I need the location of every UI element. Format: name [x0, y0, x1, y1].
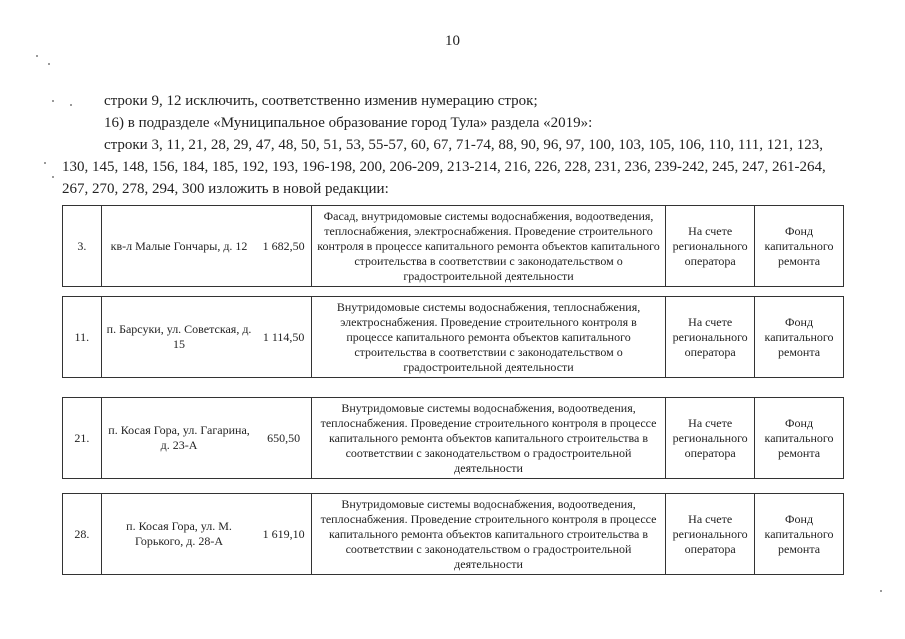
row-works: Внутридомовые системы водоснабжения, водоотведения, теплоснабжения. Проведение строительного контроля в процессе капитального ремонта объектов капитального строительства в соответствии с законодательством о градостроительной деятельности: [312, 494, 666, 574]
row-works: Фасад, внутридомовые системы водоснабжения, водоотведения, теплоснабжения, электроснабжения. Проведение строительного контроля в процессе капитального ремонта объектов капитального строительства в соответствии с законодательством о градостроительной деятельности: [312, 206, 666, 286]
row-fund: Фонд капитального ремонта: [764, 511, 834, 556]
scan-speck: [48, 63, 50, 65]
row-fund: Фонд капитального ремонта: [764, 314, 834, 359]
table-row: [62, 296, 844, 378]
table-row: [62, 205, 844, 287]
row-cost: 1 682,50: [256, 206, 311, 286]
row-works: Внутридомовые системы водоснабжения, теплоснабжения, электроснабжения. Проведение строительного контроля в процессе капитального ремонта объектов капитального строительства в соответствии с законодательством о градостроительной деятельности: [312, 297, 666, 377]
page-number: 10: [445, 33, 460, 49]
paragraph-rows-line-3: 267, 270, 278, 294, 300 изложить в новой редакции:: [62, 181, 389, 197]
row-fund: Фонд капитального ремонта: [764, 223, 834, 268]
row-fund: Фонд капитального ремонта: [764, 415, 834, 460]
table-row: [62, 397, 844, 479]
row-account: На счете регионального оператора: [666, 297, 755, 377]
scan-speck: [52, 100, 54, 102]
paragraph-exclude-rows: строки 9, 12 исключить, соответственно изменив нумерацию строк;: [104, 93, 538, 109]
row-cost: 650,50: [256, 398, 311, 478]
row-number: 21.: [63, 398, 102, 478]
row-number: 28.: [63, 494, 102, 574]
scan-speck: [70, 104, 72, 106]
paragraph-rows-line-1: строки 3, 11, 21, 28, 29, 47, 48, 50, 51, 53, 55-57, 60, 67, 71-74, 88, 90, 96, 97, 100, 103, 105, 106, 110, 111, 121, 123,: [104, 137, 823, 153]
row-address: п. Косая Гора, ул. Гагарина, д. 23-А: [108, 423, 250, 452]
row-cost: 1 619,10: [256, 494, 311, 574]
scan-speck: [36, 55, 38, 57]
paragraph-rows-line-2: 130, 145, 148, 156, 184, 185, 192, 193, 196-198, 200, 206-209, 213-214, 216, 226, 228, 231, 236, 239-242, 245, 247, 261-264,: [62, 159, 826, 175]
row-account: На счете регионального оператора: [666, 494, 755, 574]
row-address: п. Барсуки, ул. Советская, д. 15: [106, 322, 252, 351]
paragraph-subsection: 16) в подразделе «Муниципальное образование город Тула» раздела «2019»:: [104, 115, 593, 131]
row-number: 3.: [63, 206, 102, 286]
table-row: [62, 493, 844, 575]
row-address: п. Косая Гора, ул. М. Горького, д. 28-А: [126, 519, 232, 548]
row-account: На счете регионального оператора: [666, 206, 755, 286]
scan-speck: [44, 162, 46, 164]
row-works: Внутридомовые системы водоснабжения, водоотведения, теплоснабжения. Проведение строительного контроля в процессе капитального ремонта объектов капитального строительства в соответствии с законодательством о градостроительной деятельности: [312, 398, 666, 478]
row-number: 11.: [63, 297, 102, 377]
row-cost: 1 114,50: [256, 297, 311, 377]
scan-speck: [52, 176, 54, 178]
scan-speck: [880, 590, 882, 592]
row-account: На счете регионального оператора: [666, 398, 755, 478]
row-address: кв-л Малые Гончары, д. 12: [110, 238, 248, 253]
